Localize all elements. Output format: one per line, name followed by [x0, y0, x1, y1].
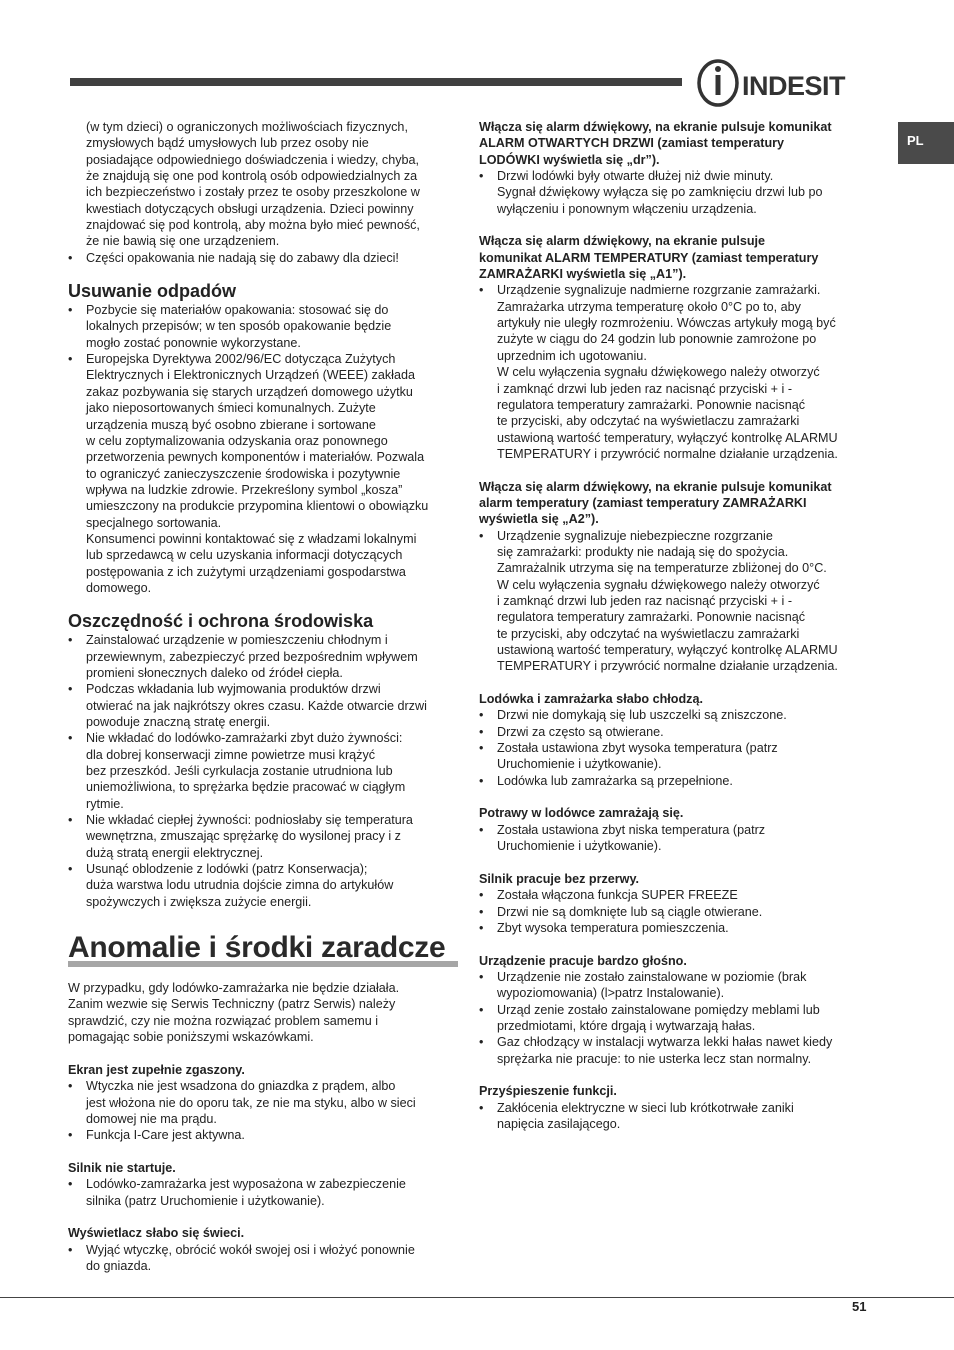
- problem-title: Potrawy w lodówce zamrażają się.: [479, 806, 684, 821]
- bullet-dot: •: [479, 1035, 484, 1050]
- text-line: Zamrażarka utrzyma temperaturę około 0°C po to, aby: [497, 299, 801, 314]
- brand-wordmark: INDESIT: [742, 71, 846, 101]
- problem-title-line: ALARM OTWARTYCH DRZWI (zamiast temperatury: [479, 136, 785, 151]
- bullet-dot: •: [479, 920, 484, 935]
- header-bar: [70, 78, 682, 86]
- bullet-dot: •: [68, 1079, 73, 1094]
- text-line: Urząd zenie zostało zainstalowane pomiędzy meblami lub: [497, 1002, 820, 1017]
- bullet-dot: •: [68, 862, 73, 877]
- text-line: wyłączeniu i ponownym włączeniu urządzenia.: [497, 201, 757, 216]
- bullet-dot: •: [68, 250, 73, 265]
- bullet-dot: •: [68, 813, 73, 828]
- disposal-bullet-2: [68, 351, 458, 596]
- bullet-dot: •: [479, 528, 484, 543]
- text-line: domowego.: [86, 580, 152, 595]
- text-line: umieszczony na produkcie przypomina klientowi o obowiązku: [86, 499, 429, 514]
- text-line: jako nieposortowanych śmieci komunalnych. Zużyte: [86, 401, 376, 416]
- problem-title: [479, 233, 874, 282]
- saving-bullet-2: [68, 681, 458, 730]
- text-line: Elektrycznych i Elektronicznych Urządzeń (WEEE) zakłada: [86, 368, 415, 383]
- text-line: przewiewnym, zabezpieczyć przed bezpośrednim wpływem: [86, 649, 418, 664]
- bullet-dot: •: [68, 731, 73, 746]
- bullet-dot: •: [479, 169, 484, 184]
- text-line: otwierać na jak najkrótszy okres czasu. Każde otwarcie drzwi: [86, 698, 427, 713]
- problem-title-line: alarm temperatury (zamiast temperatury ZAMRAŻARKI: [479, 495, 807, 510]
- problem-title: Wyświetlacz słabo się świeci.: [68, 1226, 245, 1241]
- text-line: Lodówko-zamrażarka jest wyposażona w zabezpieczenie: [86, 1177, 406, 1192]
- text-line: to ograniczyć zanieczyszczenie środowiska i pozytywnie: [86, 466, 401, 481]
- text-line: do gniazda.: [86, 1258, 152, 1273]
- text-line: te przyciski, aby odczytać na wyświetlaczu zamrażarki: [497, 626, 800, 641]
- footer-rule: [0, 1297, 954, 1298]
- text-line: przedmiotami, które drgają i wytwarzają hałas.: [497, 1018, 756, 1033]
- text-line: postępowania z ich zużytymi urządzeniami gospodarstwa: [86, 564, 406, 579]
- problem-title: Urządzenie pracuje bardzo głośno.: [479, 953, 687, 968]
- text-line: Gaz chłodzący w instalacji wytwarza lekki hałas nawet kiedy: [497, 1035, 833, 1050]
- problem-title: Ekran jest zupełnie zgaszony.: [68, 1062, 245, 1077]
- text-line: lub sprzedawcą w celu uzyskania informacji dotyczących: [86, 548, 403, 563]
- text-line: mogło zostać ponownie wykorzystane.: [86, 335, 301, 350]
- saving-bullet-4: [68, 812, 458, 861]
- section-heading-saving: Oszczędność i ochrona środowiska: [68, 611, 374, 632]
- section-heading-disposal: Usuwanie odpadów: [68, 281, 237, 302]
- anomalies-intro-line: Zanim wezwie się Serwis Techniczny (patrz Serwis) należy: [68, 997, 396, 1012]
- problem-title-line: wyświetla się „A2”).: [479, 512, 599, 527]
- text-line: powoduje znaczną stratę energii.: [86, 715, 271, 729]
- problem-bullet: • Drzwi nie są domknięte lub są ciągle otwierane.: [479, 904, 763, 919]
- text-line: W celu wyłączenia sygnału dźwiękowego należy otworzyć: [497, 577, 820, 592]
- text-line: artykuły nie uległy rozmrożeniu. Wówczas artykuły mogą być: [497, 316, 836, 331]
- text-line: Urządzenie sygnalizuje niebezpieczne rozgrzanie: [497, 528, 773, 543]
- problem-title-line: komunikat ALARM TEMPERATURY (zamiast temperatury: [479, 250, 819, 265]
- text-line: Drzwi lodówki były otwarte dłużej niż dwie minuty.: [497, 169, 774, 184]
- bullet-dot: •: [479, 1002, 484, 1017]
- bullet-dot: •: [68, 682, 73, 697]
- bullet-dot: •: [479, 724, 484, 739]
- text-line: Konsumenci powinni kontaktować się z władzami lokalnymi: [86, 531, 417, 546]
- problem-bullet: • Drzwi za często są otwierane.: [479, 724, 664, 739]
- text-line: w celu zoptymalizowania odzyskania oraz ponownego: [86, 433, 388, 448]
- intro-text-line: że znajdują się one pod kontrolą osób odpowiedzialnych za: [86, 169, 418, 184]
- intro-text-line: że nie bawią się one urządzeniem.: [86, 234, 280, 249]
- text-line: Urządzenie nie zostało zainstalowane w poziomie (brak: [497, 969, 807, 984]
- text-line: Wyjąć wtyczkę, obrócić wokół swojej osi i włożyć ponownie: [86, 1242, 415, 1257]
- bullet-dot: •: [68, 633, 73, 648]
- problem-bullet: [479, 969, 874, 1002]
- text-line: wpływa na ludzkie zdrowie. Przekreślony symbol „kosza”: [86, 482, 403, 497]
- problem-bullet: [479, 528, 874, 675]
- text-line: się zamrażarki: produkty nie nadają się do spożycia.: [497, 544, 789, 559]
- text-line: silnika (patrz Uruchomienie i użytkowanie).: [86, 1193, 325, 1208]
- intro-text-line: zmysłowych bądź umysłowych lub przez osoby nie: [86, 136, 369, 151]
- problem-title-line: Włącza się alarm dźwiękowy, na ekranie pulsuje: [479, 234, 766, 249]
- text-line: Zakłócenia elektryczne w sieci lub krótkotrwałe zaniki: [497, 1100, 794, 1115]
- bullet-dot: •: [479, 283, 484, 298]
- text-line: Usunąć oblodzenie z lodówki (patrz Konserwacja);: [86, 862, 368, 877]
- text-line: zakaz pozbywania się starych urządzeń domowego użytku: [86, 384, 413, 399]
- bullet-dot: •: [68, 303, 73, 318]
- text-line: Podczas wkładania lub wyjmowania produktów drzwi: [86, 682, 381, 697]
- problem-title: Silnik nie startuje.: [68, 1160, 176, 1175]
- text-line: Sygnał dźwiękowy wyłącza się po zamknięciu drzwi lub po: [497, 185, 823, 200]
- bullet-dot: •: [479, 969, 484, 984]
- intro-text-line: kwestiach dotyczących obsługi urządzenia. Dzieci powinny: [86, 201, 414, 216]
- intro-text-line: znajdować się pod kontrolą, aby można było mieć pewność,: [86, 218, 420, 233]
- text-line: TEMPERATURY i przywrócić normalne działanie urządzenia.: [497, 659, 838, 674]
- problem-bullet: • Drzwi nie domykają się lub uszczelki są zniszczone.: [479, 708, 787, 723]
- text-line: i zamknąć drzwi lub jeden raz nacisnąć przyciski + i -: [497, 381, 793, 396]
- text-line: sprężarka nie pracuje: to nie usterka lecz stan normalny.: [497, 1051, 812, 1066]
- text-line: TEMPERATURY i przywrócić normalne działanie urządzenia.: [497, 446, 838, 461]
- text-line: Nie wkładać do lodówko-zamrażarki zbyt dużo żywności:: [86, 731, 403, 746]
- problem-title: [479, 119, 874, 168]
- bullet-dot: •: [68, 352, 73, 367]
- text-line: ustawioną wartość temperatury, wyłączyć kontrolkę ALARMU: [497, 430, 838, 445]
- language-tab: PL: [898, 122, 954, 164]
- text-line: specjalnego sortowania.: [86, 515, 222, 530]
- problem-bullet: [68, 1078, 458, 1127]
- problem-title-line: Włącza się alarm dźwiękowy, na ekranie pulsuje komunikat: [479, 120, 832, 134]
- text-line: dla dobrej konserwacji zimne powietrze musi krążyć: [86, 747, 376, 762]
- text-line: Uruchomienie i użytkowanie).: [497, 839, 662, 854]
- left-column: [68, 119, 458, 1274]
- text-line: uprzednim ich ugotowaniu.: [497, 348, 647, 363]
- text-line: zużyte w ciągu do 24 godzin lub ponownie zamrożone po: [497, 332, 817, 347]
- text-line: Pozbycie się materiałów opakowania: stosować się do: [86, 303, 389, 318]
- text-line: spożywczych i zwiększa zużycie energii.: [86, 894, 312, 909]
- saving-bullet-1: [68, 632, 458, 681]
- disposal-bullet-1: [68, 302, 458, 351]
- text-line: dużą stratą energii elektrycznej.: [86, 845, 264, 860]
- text-line: Europejska Dyrektywa 2002/96/EC dotycząca Zużytych: [86, 352, 396, 367]
- bullet-dot: •: [68, 1128, 73, 1143]
- problem-bullet: • Została włączona funkcja SUPER FREEZE: [479, 888, 738, 903]
- text-line: Zainstalować urządzenie w pomieszczeniu chłodnym i: [86, 633, 388, 648]
- text-line: rytmie.: [86, 796, 124, 811]
- problem-bullet: • Lodówka lub zamrażarka są przepełnione.: [479, 773, 733, 788]
- text-line: urządzenia muszą być osobno zbierane i sortowane: [86, 417, 376, 432]
- problem-bullet: [68, 1176, 458, 1209]
- bullet-dot: •: [479, 822, 484, 837]
- problem-bullet: [479, 1002, 874, 1035]
- problem-title-line: Włącza się alarm dźwiękowy, na ekranie pulsuje komunikat: [479, 479, 832, 494]
- intro-bullet: • Części opakowania nie nadają się do zabawy dla dzieci!: [68, 250, 399, 265]
- text-line: Nie wkładać ciepłej żywności: podniosłaby się temperatura: [86, 813, 413, 828]
- text-line: napięcia zasilającego.: [497, 1116, 621, 1131]
- text-line: regulatora temperatury zamrażarki. Ponownie nacisnąć: [497, 610, 805, 625]
- problem-bullet: [479, 282, 874, 462]
- text-line: i zamknąć drzwi lub jeden raz nacisnąć przyciski + i -: [497, 593, 793, 608]
- text-line: Urządzenie sygnalizuje nadmierne rozgrzanie zamrażarki.: [497, 283, 821, 298]
- intro-text-line: ich bezpieczeństwo i zostały przez te osoby przeszkolone w: [86, 185, 420, 200]
- text-line: Została ustawiona zbyt wysoka temperatura (patrz: [497, 741, 778, 756]
- text-line: regulatora temperatury zamrażarki. Ponownie nacisnąć: [497, 397, 805, 412]
- page-title: Anomalie i środki zaradcze: [68, 931, 446, 965]
- bullet-dot: •: [479, 904, 484, 919]
- anomalies-intro: [68, 980, 458, 1045]
- text-line: Uruchomienie i użytkowanie).: [497, 757, 662, 772]
- saving-bullet-3: [68, 730, 458, 812]
- problem-bullet: [479, 740, 874, 773]
- text-line: promieni słonecznych daleko od źródeł ciepła.: [86, 665, 343, 680]
- text-line: Zamrażalnik utrzyma się na temperaturze zbliżonej do 0°C.: [497, 561, 827, 576]
- text-line: bez przeszkód. Jeśli cyrkulacja zostanie utrudniona lub: [86, 764, 393, 779]
- text-line: Została ustawiona zbyt niska temperatura (patrz: [497, 822, 766, 837]
- text-line: te przyciski, aby odczytać na wyświetlaczu zamrażarki: [497, 414, 800, 429]
- problem-bullet: [479, 1034, 874, 1067]
- bullet-dot: •: [479, 741, 484, 756]
- text-line: Wtyczka nie jest wsadzona do gniazdka z prądem, albo: [86, 1079, 396, 1094]
- saving-bullet-5: [68, 861, 458, 910]
- anomalies-intro-line: sprawdzić, czy nie można rozwiązać problem samemu i: [68, 1013, 379, 1028]
- text-line: domowej nie ma prądu.: [86, 1111, 217, 1126]
- anomalies-intro-line: W przypadku, gdy lodówko-zamrażarka nie będzie działała.: [68, 981, 400, 996]
- text-line: ustawioną wartość temperatury, wyłączyć kontrolkę ALARMU: [497, 643, 838, 657]
- bullet-dot: •: [479, 773, 484, 788]
- problem-bullet: • Zbyt wysoka temperatura pomieszczenia.: [479, 920, 729, 935]
- problem-bullet: [479, 822, 874, 855]
- intro-text-line: (w tym dzieci) o ograniczonych możliwościach fizycznych,: [86, 120, 408, 134]
- problem-bullet: • Funkcja I-Care jest aktywna.: [68, 1128, 245, 1143]
- text-line: lokalnych przepisów; w ten sposób opakowanie będzie: [86, 319, 392, 334]
- bullet-dot: •: [68, 1242, 73, 1257]
- text-line: wypoziomowania) (l>patrz Instalowanie).: [497, 986, 725, 1001]
- problem-title: [479, 479, 874, 528]
- text-line: uniemożliwiona, to sprężarka będzie pracować w ciągłym: [86, 780, 406, 795]
- problem-title: Przyśpieszenie funkcji.: [479, 1084, 617, 1099]
- text-line: jest włożona nie do oporu tak, ze nie ma styku, albo w sieci: [86, 1095, 416, 1110]
- intro-text: [68, 119, 458, 250]
- bullet-dot: •: [68, 1177, 73, 1192]
- problem-bullet: [479, 168, 874, 217]
- text-line: wewnętrzna, zmuszając sprężarkę do wysilonej pracy i z: [86, 829, 401, 844]
- indesit-logo: [696, 58, 876, 108]
- text-line: duża warstwa lodu utrudnia dojście zimna do artykułów: [86, 878, 394, 893]
- page-number: 51: [852, 1299, 867, 1314]
- anomalies-intro-line: pomagając sobie poniższymi wskazówkami.: [68, 1030, 314, 1045]
- bullet-dot: •: [479, 708, 484, 723]
- text-line: W celu wyłączenia sygnału dźwiękowego należy otworzyć: [497, 365, 820, 380]
- problem-title: Silnik pracuje bez przerwy.: [479, 871, 640, 886]
- problem-bullet: [68, 1242, 458, 1275]
- anomalies-title-block: [68, 928, 458, 980]
- right-column: [479, 119, 874, 1132]
- problem-title: Lodówka i zamrażarka słabo chłodzą.: [479, 692, 703, 707]
- text-line: przetworzenia pewnych komponentów i materiałów. Pozwala: [86, 450, 425, 465]
- bullet-dot: •: [479, 1100, 484, 1115]
- problem-bullet: [479, 1100, 874, 1133]
- problem-title-line: ZAMRAŻARKI wyświetla się „A1”).: [479, 267, 687, 282]
- problem-title-line: LODÓWKI wyświetla się „dr”).: [479, 152, 660, 167]
- bullet-dot: •: [479, 888, 484, 903]
- intro-text-line: posiadające odpowiedniego doświadczenia i wiedzy, chyba,: [86, 152, 420, 167]
